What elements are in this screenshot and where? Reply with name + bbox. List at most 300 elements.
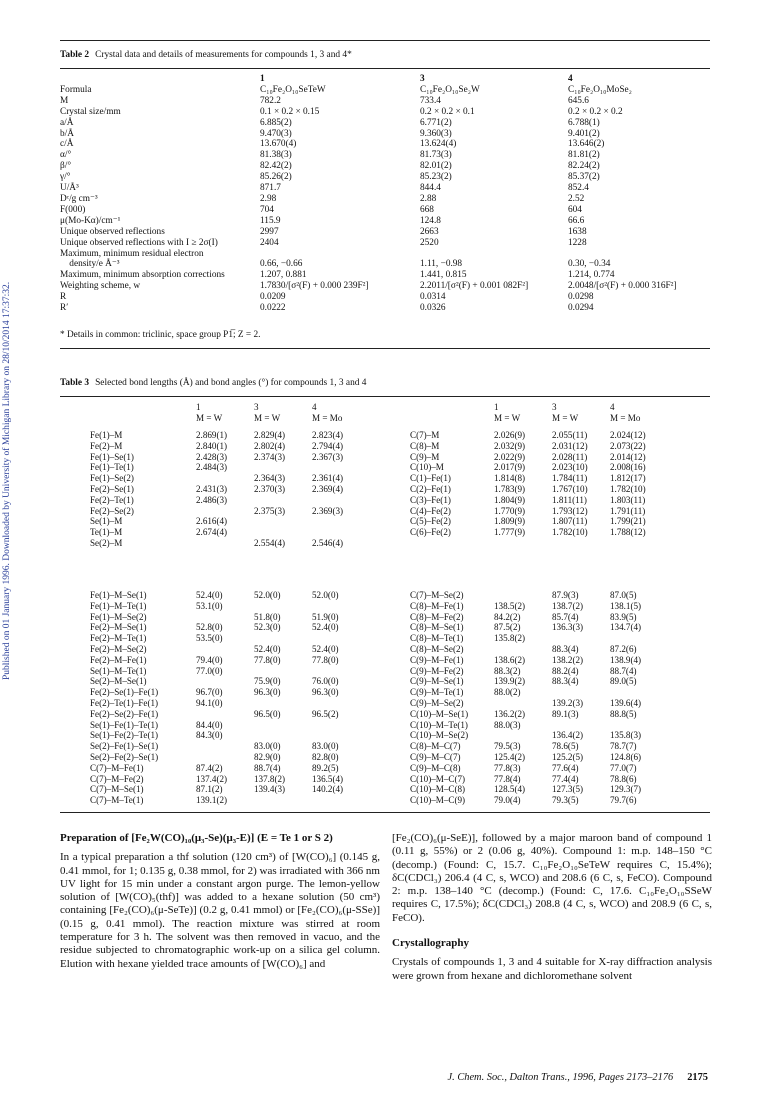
table3-head-num: 3 <box>552 402 557 412</box>
table3-row-label: C(5)–Fe(2) <box>410 516 451 527</box>
table3-row-label: Fe(1)–M <box>90 430 123 440</box>
table2-header-row <box>60 74 710 85</box>
table2-row <box>60 107 710 118</box>
table3-row-value: 125.4(2) <box>494 751 526 762</box>
table3-row <box>410 633 666 644</box>
table3-row-label: Se(2)–Fe(2)–Se(1) <box>90 751 159 762</box>
table3-row <box>410 795 666 806</box>
table3-row-label: Fe(2)–M–Se(2) <box>90 643 147 654</box>
table3-row-label: C(9)–M–C(7) <box>410 751 461 762</box>
table3-row-value: 52.4(0) <box>254 643 281 654</box>
table3-row-value: 88.3(4) <box>552 643 579 654</box>
table3-row-value: 79.7(6) <box>610 795 637 806</box>
table2-row-value: 782.2 <box>260 95 281 106</box>
table2-row-value: 0.30, −0.34 <box>568 259 611 270</box>
table2-row <box>60 85 710 96</box>
table2-row-value: 0.0314 <box>420 292 446 303</box>
table3-row <box>410 441 666 452</box>
table2-row-value: 0.0294 <box>568 303 594 314</box>
table3-row-label: Fe(2)–Te(1) <box>90 494 134 505</box>
page-number: 2175 <box>687 1072 708 1083</box>
table3-row <box>90 698 372 709</box>
table2-row <box>60 183 710 194</box>
table2-row <box>60 281 710 292</box>
table3-row <box>90 441 372 452</box>
table3-row-label: C(10)–M–Se(2) <box>410 730 469 741</box>
table3-row-label: C(9)–M <box>410 451 440 462</box>
table3-row-value: 2.546(4) <box>312 537 344 548</box>
table2-row-value: 1.11, −0.98 <box>420 259 463 270</box>
table3-row-label: C(9)–M–Se(1) <box>410 676 464 687</box>
table3-row-value: 96.7(0) <box>196 687 223 698</box>
table3-row-value: 1.812(17) <box>610 473 646 484</box>
table2-col-1: 1 <box>260 74 265 84</box>
table3-row-value: 138.1(5) <box>610 600 642 611</box>
table2-row <box>60 139 710 150</box>
table2-row-value: 871.7 <box>260 183 281 194</box>
table3-row-value: 94.1(0) <box>196 697 223 708</box>
table3-row-label: Fe(1)–M–Se(2) <box>90 611 147 622</box>
table3-row <box>90 730 372 741</box>
table3-head-num: 3 <box>254 402 259 412</box>
table3-row <box>90 644 372 655</box>
table3-row-value <box>312 495 372 506</box>
table3-row-label: C(9)–M–C(8) <box>410 762 461 773</box>
table3-row-value: 2.674(4) <box>196 527 228 538</box>
table3-row-value: 125.2(5) <box>552 751 584 762</box>
table3-row-value: 83.0(0) <box>312 741 339 752</box>
table3-row-value: 88.0(3) <box>494 719 521 730</box>
table3-head-num: 4 <box>610 402 615 412</box>
table3-row-value: 85.7(4) <box>552 611 579 622</box>
table3-row-value: 136.4(2) <box>552 730 584 741</box>
table3-row-value: 77.6(4) <box>552 762 579 773</box>
table3-row-label: C(10)–M <box>410 462 444 473</box>
table3-row-value: 1.788(12) <box>610 527 646 538</box>
table3-row <box>410 590 666 601</box>
table2-row <box>60 227 710 238</box>
table2-row <box>60 161 710 172</box>
table3-row-label: C(10)–M–Te(1) <box>410 719 468 730</box>
table2-bottom-rule <box>60 348 710 349</box>
table3-row <box>90 666 372 677</box>
table3-row-value <box>254 462 312 473</box>
table2-row-value: 2.88 <box>420 193 437 204</box>
table3-row-value: 1.807(11) <box>552 516 588 527</box>
table2-row-value: 1.207, 0.881 <box>260 270 307 281</box>
table3-row <box>90 538 372 549</box>
table3-row-label: Fe(2)–M <box>90 440 123 451</box>
table3-row-value: 136.5(4) <box>312 773 344 784</box>
table3-row-value <box>254 527 312 538</box>
table3-row-label: Fe(2)–Se(2)–Fe(1) <box>90 708 159 719</box>
table2-row-label: density/e Å⁻³ <box>60 259 120 270</box>
table3-row-value: 2.486(3) <box>196 494 228 505</box>
table2-row-value: C₁₀Fe₂O₁₀MoSe₂ <box>568 84 632 95</box>
table3-row-value: 87.9(3) <box>552 590 579 600</box>
table3-row-label: Se(1)–Fe(1)–Te(1) <box>90 719 159 730</box>
table3-row <box>90 633 372 644</box>
table2-row-value: C₁₀Fe₂O₁₀Se₂W <box>420 84 480 95</box>
table3-row-value: 87.4(2) <box>196 762 223 773</box>
table2-row-value: 0.0298 <box>568 292 594 303</box>
table3-row-label: Fe(1)–Se(1) <box>90 451 134 462</box>
table3-row-value: 52.4(0) <box>312 622 339 633</box>
table3-row-value <box>254 516 312 527</box>
table3-row-value: 52.4(0) <box>196 590 223 600</box>
table3-row <box>90 741 372 752</box>
table2-row-value: 6.771(2) <box>420 117 452 128</box>
table3-row-value: 2.823(4) <box>312 430 344 440</box>
table3-row <box>410 763 666 774</box>
table3-row-value: 52.0(0) <box>254 590 281 600</box>
table3-row <box>410 622 666 633</box>
table3-row-value: 2.374(3) <box>254 451 286 462</box>
table2-caption: Table 2 Crystal data and details of measurements for compounds 1, 3 and 4* <box>60 50 352 60</box>
table3-row-label: Se(1)–M–Te(1) <box>90 665 147 676</box>
table3-row <box>90 784 372 795</box>
table3-row-label: Fe(1)–M–Te(1) <box>90 600 147 611</box>
table3-row-value: 89.1(3) <box>552 708 579 719</box>
table3-row-value: 96.5(0) <box>254 708 281 719</box>
table3-row-value: 82.8(0) <box>312 751 339 762</box>
table2-row-label: μ(Mo-Kα)/cm⁻¹ <box>60 215 121 226</box>
table3-row-value: 88.0(2) <box>494 687 521 698</box>
table2-row-label: Unique observed reflections <box>60 226 165 237</box>
table3-row <box>90 516 372 527</box>
table3-row-label: Fe(1)–Te(1) <box>90 462 134 473</box>
table2-row-value: 668 <box>420 204 434 215</box>
table2-row-value: 2404 <box>260 237 279 248</box>
table2-row-value: 1.7830/[σ²(F) + 0.000 239F²] <box>260 281 369 292</box>
table3-bond-lengths-left <box>90 430 372 549</box>
table3-row-value: 88.7(4) <box>610 665 637 676</box>
table2-row-value: 844.4 <box>420 183 441 194</box>
table3-row-value: 87.2(6) <box>610 643 637 654</box>
table3-row-value: 2.431(3) <box>196 483 228 494</box>
download-watermark: Published on 01 January 1996. Downloaded by University of Michigan Library on 28/10/2014 17:37:32. <box>2 281 12 680</box>
table3-head-metal: M = Mo <box>312 412 343 423</box>
table2-row <box>60 249 710 260</box>
table3-row-value: 96.3(0) <box>254 687 281 698</box>
table2-col-3: 3 <box>420 74 425 84</box>
table2-row-value: 0.2 × 0.2 × 0.2 <box>568 106 623 117</box>
table2-row-value: 1.441, 0.815 <box>420 270 467 281</box>
table3-row-value: 1.782(10) <box>552 527 588 538</box>
table3-row-value <box>312 601 372 612</box>
table3-row-value: 2.024(12) <box>610 430 646 440</box>
table3-row-label: C(9)–M–Fe(2) <box>410 665 464 676</box>
table3-row <box>90 495 372 506</box>
table3-row-value <box>254 698 312 709</box>
table3-row-value <box>494 590 552 601</box>
table2-row-value: 704 <box>260 204 274 215</box>
table3-row-value: 77.4(4) <box>552 773 579 784</box>
table3-row-value: 2.073(22) <box>610 440 646 451</box>
table3-row-label: C(7)–M <box>410 430 440 440</box>
table3-row-value <box>196 644 254 655</box>
table3-row-value: 124.8(6) <box>610 751 642 762</box>
table2-row-label: β/° <box>60 161 72 172</box>
table3-row-value: 138.6(2) <box>494 654 526 665</box>
table3-row-value <box>254 633 312 644</box>
table2-row-value: 2997 <box>260 226 279 237</box>
table2-row-value: 9.401(2) <box>568 128 600 139</box>
table3-row-value: 138.9(4) <box>610 654 642 665</box>
table3-row-value: 2.023(10) <box>552 462 588 473</box>
table2-row-value: 66.6 <box>568 215 585 226</box>
table3-row-value: 138.2(2) <box>552 654 584 665</box>
table3-row-value <box>196 709 254 720</box>
table3-row-value: 139.2(3) <box>552 697 584 708</box>
table2-row-value: 0.0209 <box>260 292 286 303</box>
table3-row <box>410 666 666 677</box>
table3-bottom-rule <box>60 812 710 813</box>
table3-row <box>90 590 372 601</box>
table2-row-label: R <box>60 292 67 303</box>
table2-row-label: F(000) <box>60 204 86 215</box>
table3-row-value: 79.0(4) <box>494 795 521 806</box>
table3-row-value: 82.9(0) <box>254 751 281 762</box>
table3-row-value: 1.784(11) <box>552 473 588 484</box>
table3-row-value: 53.5(0) <box>196 633 223 644</box>
table3-row-label: C(8)–M–Fe(1) <box>410 600 464 611</box>
table3-row-value <box>254 795 312 806</box>
table2-row-value: 2663 <box>420 226 439 237</box>
table3-row-label: C(8)–M–C(7) <box>410 741 461 752</box>
table3-row-value: 139.4(3) <box>254 784 286 795</box>
table2-row-value <box>260 249 420 260</box>
table3-row-value: 138.7(2) <box>552 600 584 611</box>
table3-row-value: 83.0(0) <box>254 741 281 752</box>
table3-row-value: 2.017(9) <box>494 462 526 473</box>
table3-row-value <box>196 473 254 484</box>
table3-bond-angles-left <box>90 590 372 806</box>
table2-row-label: a/Å <box>60 117 74 128</box>
table3-row-value <box>494 644 552 655</box>
table3-row-value <box>494 730 552 741</box>
table2-row-value: 9.470(3) <box>260 128 292 139</box>
table3-row-value: 2.616(4) <box>196 516 228 527</box>
table2-row-value: 81.81(2) <box>568 150 600 161</box>
table3-head-metal: M = Mo <box>610 412 641 423</box>
table2-row-value: 1.214, 0.774 <box>568 270 615 281</box>
table3-row-value: 1.803(11) <box>610 494 646 505</box>
table3-row-value: 2.869(1) <box>196 430 228 440</box>
table3-row <box>90 506 372 517</box>
table2-row-label: c/Å <box>60 139 74 150</box>
table3-row-value: 136.3(3) <box>552 622 584 633</box>
table3-row-value: 135.8(3) <box>610 730 642 741</box>
table3-row-value: 88.2(4) <box>552 665 579 676</box>
table2-row-value: 85.26(2) <box>260 172 292 183</box>
table2-row-value: 2.98 <box>260 193 277 204</box>
table3-row <box>90 655 372 666</box>
table2-top-rule <box>60 40 710 41</box>
table3-row-value <box>254 730 312 741</box>
table3-row <box>90 720 372 731</box>
table2-row-value: 124.8 <box>420 215 441 226</box>
table2-row <box>60 172 710 183</box>
table3-row-label: C(8)–M–Te(1) <box>410 633 464 644</box>
table3-row-value <box>196 538 254 549</box>
table2-row-label: M <box>60 95 69 106</box>
table2-row <box>60 129 710 140</box>
table3-row <box>410 752 666 763</box>
table2-row-value: 13.646(2) <box>568 139 605 150</box>
table2-row-value: 604 <box>568 204 582 215</box>
table3-row-value: 88.8(5) <box>610 708 637 719</box>
table3-row-value: 129.3(7) <box>610 784 642 795</box>
table3-row-value: 2.802(4) <box>254 440 286 451</box>
journal-footer <box>448 1072 708 1083</box>
table3-head-metal: M = W <box>552 412 579 423</box>
table3-row-value: 1.777(9) <box>494 527 526 538</box>
table3-row-label: Fe(2)–M–Se(1) <box>90 622 147 633</box>
table3-row <box>410 430 666 441</box>
table3-row <box>410 720 666 731</box>
table3-row-value: 79.5(3) <box>494 741 521 752</box>
table3-row-value: 77.8(3) <box>494 762 521 773</box>
table2-row-value: 82.24(2) <box>568 161 600 172</box>
table3-row-value: 79.4(0) <box>196 654 223 665</box>
table3-row <box>90 795 372 806</box>
table3-row <box>410 601 666 612</box>
table3-row-value: 78.7(7) <box>610 741 637 752</box>
table3-row <box>410 709 666 720</box>
table3-row-value: 77.8(4) <box>494 773 521 784</box>
table3-bond-angles-right <box>410 590 666 806</box>
table2-row-label: U/Å³ <box>60 183 79 194</box>
table3-row-value: 2.364(3) <box>254 473 286 484</box>
table3-row-value: 52.0(0) <box>312 590 339 600</box>
table3-row-value: 76.0(0) <box>312 676 339 687</box>
table2-col-4: 4 <box>568 74 573 84</box>
table3-row-value: 139.6(4) <box>610 697 642 708</box>
table3-head-num: 1 <box>196 402 201 412</box>
table3-row-label: C(8)–M–Fe(2) <box>410 611 464 622</box>
table2-row-value: 0.1 × 0.2 × 0.15 <box>260 106 320 117</box>
table2-row <box>60 270 710 281</box>
table3-row <box>410 452 666 463</box>
table3-row-value: 136.2(2) <box>494 708 526 719</box>
table2-row-value: 645.6 <box>568 95 589 106</box>
table3-row-value <box>312 720 372 731</box>
table2-row-label: Dᶜ/g cm⁻³ <box>60 193 98 204</box>
table3-row <box>410 495 666 506</box>
table3-row <box>410 527 666 538</box>
table3-row-label: C(7)–M–Fe(1) <box>90 762 144 773</box>
table3-row-value: 1.783(9) <box>494 483 526 494</box>
table3-row <box>410 741 666 752</box>
table3-row-value: 77.0(0) <box>196 665 223 676</box>
table3-row-value: 1.814(8) <box>494 473 526 484</box>
table2-row-value: 81.73(3) <box>420 150 452 161</box>
table3-row-label: C(9)–M–Fe(1) <box>410 654 464 665</box>
table3-row <box>90 687 372 698</box>
table3-row <box>90 763 372 774</box>
table3-row-value <box>312 527 372 538</box>
table3-row-value: 2.370(3) <box>254 483 286 494</box>
table3-row-value: 128.5(4) <box>494 784 526 795</box>
table2-row <box>60 205 710 216</box>
table3-row-value: 135.8(2) <box>494 633 526 644</box>
table3-row-label: C(8)–M–Se(2) <box>410 643 464 654</box>
table2-row-value: 0.0222 <box>260 303 286 314</box>
table2-row-value <box>568 249 710 260</box>
table3-row <box>90 601 372 612</box>
table3-row-label: C(1)–Fe(1) <box>410 473 451 484</box>
table3-row-value <box>610 687 666 698</box>
journal-citation: J. Chem. Soc., Dalton Trans., 1996, Pages 2173–2176 <box>447 1072 674 1083</box>
table3-row-value: 2.840(1) <box>196 440 228 451</box>
table3-row-value: 51.8(0) <box>254 611 281 622</box>
table3-row-label: Fe(2)–Te(1)–Fe(1) <box>90 697 159 708</box>
table3-row-value <box>552 720 610 731</box>
table3-row-value <box>494 698 552 709</box>
table3-row-label: C(10)–M–C(7) <box>410 773 466 784</box>
table3-row-value: 2.361(4) <box>312 473 344 484</box>
table3-head-metal: M = W <box>196 412 223 423</box>
table3-row-value: 137.8(2) <box>254 773 286 784</box>
table3-row-label: C(7)–M–Te(1) <box>90 795 144 806</box>
table2-row <box>60 292 710 303</box>
table3-row <box>90 430 372 441</box>
table3-row-value: 52.3(0) <box>254 622 281 633</box>
table3-row-value: 84.2(2) <box>494 611 521 622</box>
table3-row <box>90 774 372 785</box>
table3-row-value: 96.3(0) <box>312 687 339 698</box>
table3-row <box>410 462 666 473</box>
table3-row-value: 87.1(2) <box>196 784 223 795</box>
table2-row-value: 115.9 <box>260 215 281 226</box>
table3-row-value: 2.428(3) <box>196 451 228 462</box>
table3-row-value: 1.770(9) <box>494 505 526 516</box>
table3-row-value <box>196 506 254 517</box>
table3-row-value: 96.5(2) <box>312 708 339 719</box>
table3-row-label: C(6)–Fe(2) <box>410 527 451 538</box>
table3-row-value: 52.8(0) <box>196 622 223 633</box>
table3-row <box>410 506 666 517</box>
table3-row-label: Se(1)–M <box>90 516 123 527</box>
table3-row-value <box>552 633 610 644</box>
table3-row <box>410 730 666 741</box>
table3-row <box>90 676 372 687</box>
table3-head-metal: M = W <box>494 412 521 423</box>
table2-row-value: 9.360(3) <box>420 128 452 139</box>
table3-row-value: 53.1(0) <box>196 600 223 611</box>
table3-row <box>410 516 666 527</box>
table2-row-label: R′ <box>60 303 69 314</box>
table3-row-value: 2.829(4) <box>254 430 286 440</box>
table3-row <box>410 784 666 795</box>
table2-row-value: 2.0048/[σ²(F) + 0.000 316F²] <box>568 281 677 292</box>
table2-row-label: Maximum, minimum residual electron <box>60 248 204 259</box>
table3-row-value: 52.4(0) <box>312 643 339 654</box>
table3-row-value: 138.5(2) <box>494 600 526 611</box>
table3-row-value: 84.3(0) <box>196 730 223 741</box>
section-heading: Crystallography <box>392 937 469 950</box>
table2-row-label: b/Å <box>60 128 74 139</box>
table3-row-value: 2.794(4) <box>312 440 344 451</box>
table3-head-num: 4 <box>312 402 317 412</box>
table3-row-label: C(3)–Fe(1) <box>410 494 451 505</box>
table3-row-value <box>552 687 610 698</box>
table3-row <box>410 655 666 666</box>
body-paragraph: In a typical preparation a thf solution (120 cm³) of [W(CO)₆] (0.145 g, 0.41 mmol, for 1; 0.135 g, 0.38 mmol, for 2) was irradiated with 366 nm UV light for 15 min under a constant argon purge. The lemon-yellow solution of [W(CO)₅(thf)] was added to a hexane solution (50 cm³) containing [Fe₂(CO)₆(μ-SeTe)] (0.2 g, 0.41 mmol) or [Fe₂(CO)₆(μ-SSe)] (0.15 g, 0.41 mmol). The reaction mixture was stirred at room temperature for 3 h. The solvent was then removed in vacuo, and the residue subjected to chromatographic work-up on a silica gel column. Elution with hexane yielded trace amounts of [W(CO)₆] and <box>60 851 380 970</box>
table3-row-value: 2.008(16) <box>610 462 646 473</box>
table3-row-value <box>254 666 312 677</box>
